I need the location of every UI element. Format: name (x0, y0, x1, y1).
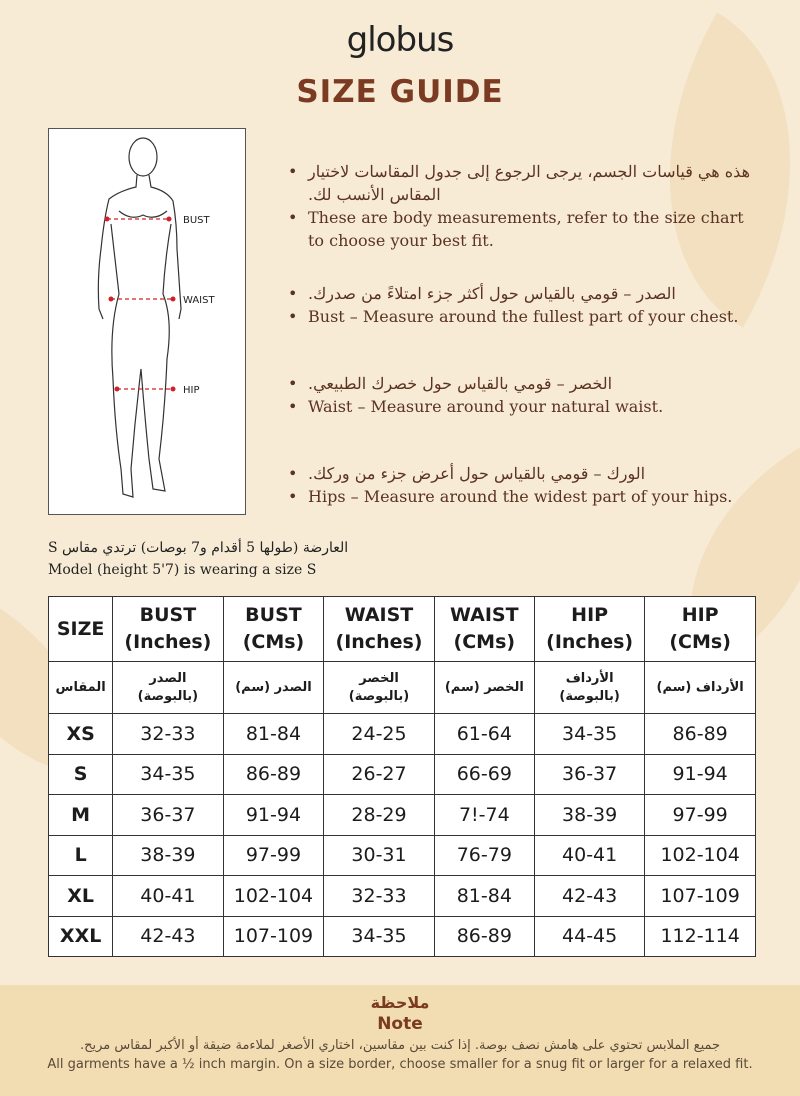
size-chart-table (48, 596, 756, 957)
value-cell: 91-94 (645, 754, 756, 795)
size-cell: M (49, 795, 113, 836)
table-row (49, 876, 756, 917)
header-line: WAIST (450, 604, 519, 626)
header-cell (645, 597, 756, 662)
value-cell: 42-43 (113, 916, 223, 957)
value-cell: 24-25 (324, 714, 434, 755)
value-cell: 44-45 (534, 916, 644, 957)
header-cell (324, 597, 434, 662)
header-cell (534, 597, 644, 662)
note-title-ar: ملاحظة (370, 993, 430, 1012)
header-line: BUST (245, 604, 302, 626)
value-cell: 32-33 (324, 876, 434, 917)
header-line: (بالبوصة) (559, 688, 620, 704)
header-line: (Inches) (546, 631, 634, 653)
bullet-en: • Hips – Measure around the widest part of your hips. (288, 485, 758, 508)
value-cell: 107-109 (645, 876, 756, 917)
header-cell (534, 662, 644, 714)
note-text-en: All garments have a ½ inch margin. On a size border, choose smaller for a snug fit or larger for a relaxed fit. (47, 1057, 753, 1072)
value-cell: 86-89 (645, 714, 756, 755)
brand-logo: globus (346, 20, 454, 60)
model-info (48, 537, 348, 581)
value-cell: 102-104 (223, 876, 324, 917)
value-cell: 40-41 (113, 876, 223, 917)
value-cell: 34-35 (534, 714, 644, 755)
value-cell: 26-27 (324, 754, 434, 795)
table-row (49, 714, 756, 755)
header-line: SIZE (56, 617, 105, 640)
header-row-ar (49, 662, 756, 714)
header-line: (بالبوصة) (348, 688, 410, 704)
value-cell: 40-41 (534, 835, 644, 876)
value-cell: 34-35 (113, 754, 223, 795)
header-line: الخصر (سم) (444, 679, 524, 695)
size-cell: S (49, 754, 113, 795)
value-cell: 97-99 (223, 835, 324, 876)
header-line: الصدر (سم) (235, 679, 312, 695)
header-line: المقاس (55, 679, 106, 695)
value-cell: 36-37 (534, 754, 644, 795)
page-title: SIZE GUIDE (296, 74, 504, 110)
bullet-en: • Waist – Measure around your natural waist. (288, 395, 758, 418)
label-bust: BUST (183, 215, 210, 226)
header-cell (223, 597, 324, 662)
model-info-ar: العارضة (طولها 5 أقدام و7 بوصات) ترتدي مقاس S (48, 540, 349, 556)
header-line: الخصر (359, 670, 399, 686)
header-cell (113, 662, 223, 714)
header-cell (49, 597, 113, 662)
value-cell: 91-94 (223, 795, 324, 836)
value-cell: 61-64 (434, 714, 534, 755)
value-cell: 34-35 (324, 916, 434, 957)
value-cell: 81-84 (223, 714, 324, 755)
value-cell: 32-33 (113, 714, 223, 755)
header-line: HIP (681, 604, 719, 626)
header-cell (434, 662, 534, 714)
bullet-ar: • الصدر – قومي بالقياس حول أكثر جزء امتلاءً من صدرك. (288, 282, 758, 305)
header-cell (645, 662, 756, 714)
header-line: (Inches) (124, 631, 212, 653)
value-cell: 97-99 (645, 795, 756, 836)
bullet-ar: • الورك – قومي بالقياس حول أعرض جزء من وركك. (288, 462, 758, 485)
note-section (0, 985, 800, 1096)
header-line: (CMs) (669, 631, 731, 653)
value-cell: 38-39 (113, 835, 223, 876)
bullet-en: • Bust – Measure around the fullest part of your chest. (288, 305, 758, 328)
value-cell: 7!-74 (434, 795, 534, 836)
bullet-ar: • الخصر – قومي بالقياس حول خصرك الطبيعي. (288, 372, 758, 395)
header-line: (بالبوصة) (137, 688, 199, 704)
header-line: الأرداف (565, 670, 614, 686)
header-cell (434, 597, 534, 662)
table-row (49, 754, 756, 795)
table-row (49, 795, 756, 836)
note-text-ar: جميع الملابس تحتوي على هامش نصف بوصة. إذا كنت بين مقاسين، اختاري الأصغر لملاءمة ضيقة أو الأكبر لمقاس مريح. (79, 1038, 721, 1053)
header-line: الصدر (149, 670, 187, 686)
bullet-ar: • هذه هي قياسات الجسم، يرجى الرجوع إلى جدول المقاسات لاختيار المقاس الأنسب لك. (288, 160, 758, 206)
header-line: الأرداف (سم) (656, 679, 744, 695)
label-hip: HIP (183, 385, 200, 396)
body-measurement-figure (48, 128, 246, 515)
value-cell: 107-109 (223, 916, 324, 957)
header-line: (Inches) (335, 631, 423, 653)
value-cell: 81-84 (434, 876, 534, 917)
value-cell: 36-37 (113, 795, 223, 836)
value-cell: 112-114 (645, 916, 756, 957)
measurement-instructions (288, 160, 758, 530)
size-cell: XL (49, 876, 113, 917)
header-cell (113, 597, 223, 662)
value-cell: 76-79 (434, 835, 534, 876)
model-info-en: Model (height 5'7) is wearing a size S (48, 562, 317, 578)
header-line: (CMs) (453, 631, 516, 653)
bullet-en: • These are body measurements, refer to the size chart to choose your best fit. (288, 206, 758, 252)
body-silhouette-icon (49, 129, 247, 516)
header-line: (CMs) (242, 631, 305, 653)
size-cell: XS (49, 714, 113, 755)
table-row (49, 835, 756, 876)
table-row (49, 916, 756, 957)
value-cell: 102-104 (645, 835, 756, 876)
value-cell: 38-39 (534, 795, 644, 836)
header-line: HIP (571, 604, 609, 626)
header-cell (223, 662, 324, 714)
header-cell (324, 662, 434, 714)
label-waist: WAIST (183, 295, 215, 306)
value-cell: 86-89 (223, 754, 324, 795)
value-cell: 66-69 (434, 754, 534, 795)
header-row (49, 597, 756, 662)
value-cell: 28-29 (324, 795, 434, 836)
value-cell: 86-89 (434, 916, 534, 957)
size-cell: L (49, 835, 113, 876)
header-line: BUST (139, 604, 197, 626)
note-title-en: Note (377, 1014, 423, 1034)
header-line: WAIST (344, 604, 414, 626)
value-cell: 30-31 (324, 835, 434, 876)
size-cell: XXL (49, 916, 113, 957)
header-cell (49, 662, 113, 714)
value-cell: 42-43 (534, 876, 644, 917)
